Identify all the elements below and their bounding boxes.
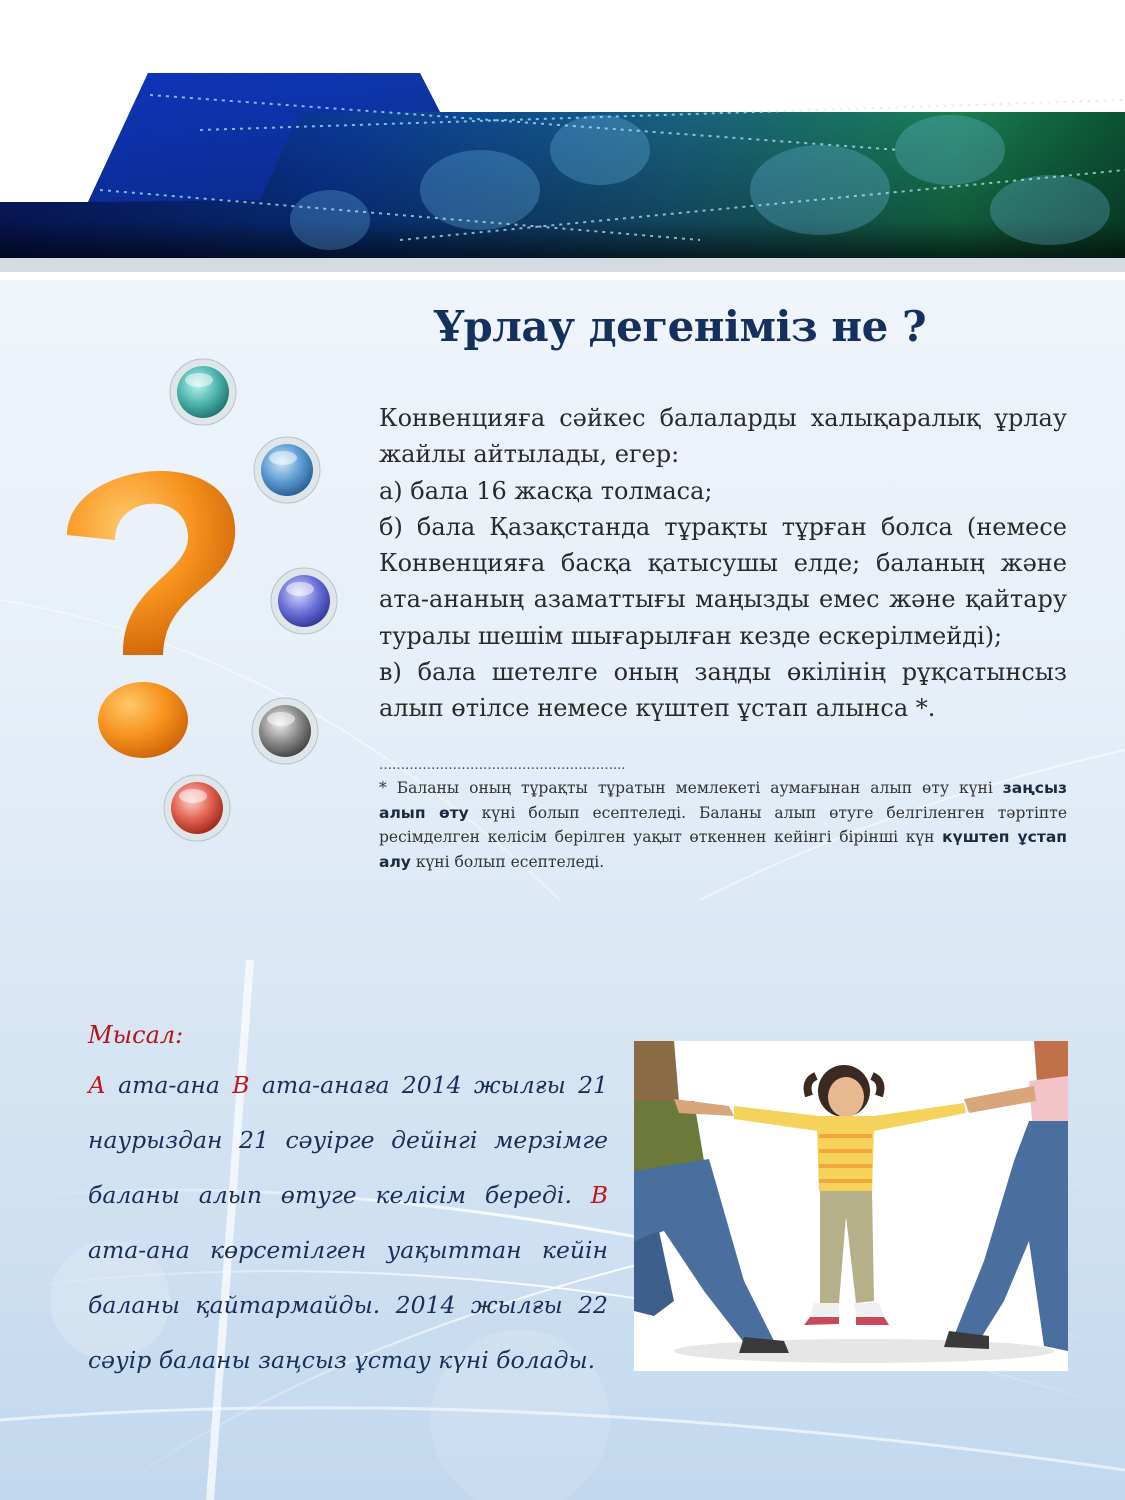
example-section xyxy=(88,1018,608,1388)
violet-orb-icon xyxy=(270,567,338,635)
party-b-letter: В xyxy=(232,1071,250,1099)
example-label: Мысал: xyxy=(88,1021,184,1049)
blue-orb-icon xyxy=(253,436,321,504)
condition-a: а) бала 16 жасқа толмаса; xyxy=(379,476,713,505)
example-text-1: ата-ана xyxy=(105,1071,233,1099)
page-title: Ұрлау дегеніміз не ? xyxy=(433,302,927,351)
footnote-part1: * Баланы оның тұрақты тұратын мемлекеті аумағынан алып өту күні xyxy=(379,779,1003,797)
intro-paragraph: Конвенцияға сәйкес балаларды халықаралық ұрлау жайлы айтылады, егер: xyxy=(379,404,1067,469)
footnote-part2: күні болып есептеледі. Баланы алып өтуге белгіленген тәртіпте ресімделген келісім берілген уақыт өткеннен кейінгі бірінші күн xyxy=(379,803,1068,846)
footnote-separator: ………………………………………………... xyxy=(379,758,626,773)
party-a-letter: А xyxy=(88,1071,106,1099)
footnote-bold2: күштеп ұстап алу xyxy=(379,828,1067,871)
footnote-part3: күні болып есептеледі. xyxy=(410,852,605,871)
example-text-3: ата-ана көрсетілген уақыттан кейін баланы қайтармайды. 2014 жылғы 22 сәуір баланы заңсыз ұстау күні болады. xyxy=(88,1236,608,1374)
gray-orb-icon xyxy=(251,697,319,765)
condition-c: в) бала шетелге оның заңды өкілінің рұқсатынсыз алып өтілсе немесе күштеп ұстап алынса *. xyxy=(379,658,1067,723)
main-text xyxy=(379,400,1067,727)
header-banner xyxy=(0,0,1125,280)
question-mark-icon xyxy=(55,440,255,760)
example-text xyxy=(88,1058,608,1388)
footnote-bold1: заңсыз алып өту xyxy=(379,779,1067,822)
red-orb-icon xyxy=(163,774,231,842)
example-text-2: ата-анаға 2014 жылғы 21 наурыздан 21 сәуірге дейінгі мерзімге баланы алып өтуге келісім береді. xyxy=(88,1071,608,1209)
footnote xyxy=(379,776,1067,874)
child-tug-of-war-photo xyxy=(634,1041,1068,1371)
party-b-letter-2: В xyxy=(590,1181,608,1209)
teal-orb-icon xyxy=(169,358,237,426)
condition-b: б) бала Қазақстанда тұрақты тұрған болса (немесе Конвенцияға басқа қатысушы елде; баланың және ата-ананың азаматтығы маңызды емес және қайтару туралы шешім шығарылған кезде ескерілмейді); xyxy=(379,512,1067,650)
